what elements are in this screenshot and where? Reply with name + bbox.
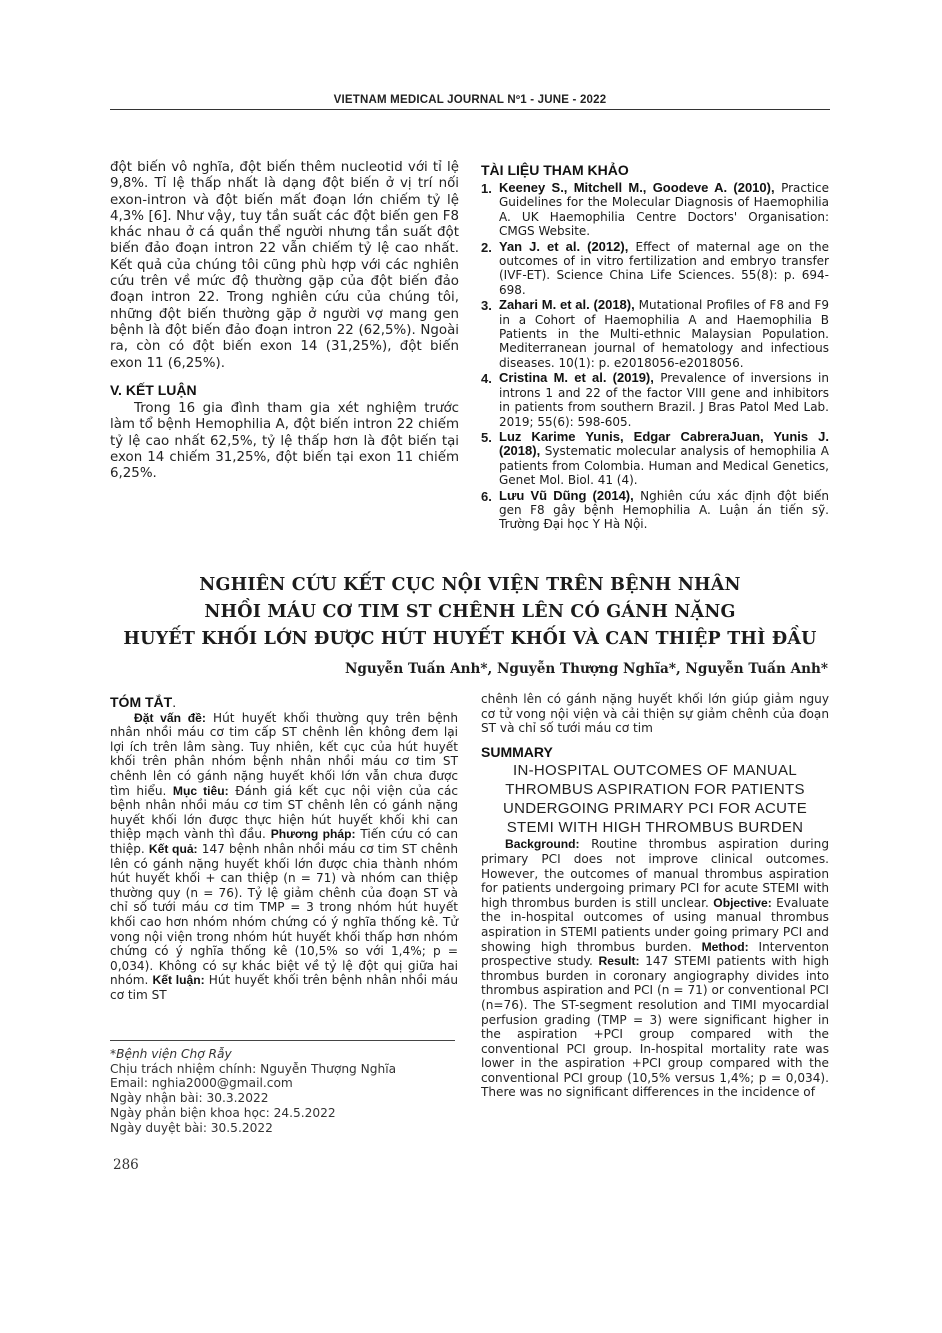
footnotes bbox=[110, 1047, 458, 1135]
journal-header: VIETNAM MEDICAL JOURNAL Nº1 - JUNE - 2022 bbox=[110, 94, 830, 110]
article-authors: Nguyễn Tuấn Anh*, Nguyễn Thượng Nghĩa*, Nguyễn Tuấn Anh* bbox=[344, 661, 828, 677]
references-heading: TÀI LIỆU THAM KHẢO bbox=[481, 162, 629, 178]
footnote-affiliation: *Bệnh viện Chợ Rẫy bbox=[110, 1047, 232, 1061]
abstract-label: Đặt vấn đề: bbox=[134, 710, 206, 725]
reference-number: 5. bbox=[481, 429, 492, 445]
article-title-line: HUYẾT KHỐI LỚN ĐƯỢC HÚT HUYẾT KHỐI VÀ CAN THIỆP THÌ ĐẦU bbox=[123, 629, 817, 649]
reference-text: Systematic molecular analysis of hemophilia A patients from Colombia. Human and Medical Genetics, Genet Mol. Biol. 41 (4). bbox=[499, 444, 829, 488]
reference-author: Keeney S., Mitchell M., Goodeve A. (2010), bbox=[499, 180, 775, 195]
footnote-received: Ngày nhận bài: 30.3.2022 bbox=[110, 1091, 269, 1106]
summary-title-line: IN-HOSPITAL OUTCOMES OF MANUAL bbox=[512, 762, 798, 780]
summary-label: Result: bbox=[598, 954, 640, 969]
footnote-responsible: Chịu trách nhiệm chính: Nguyễn Thượng Nghĩa bbox=[110, 1061, 397, 1076]
summary-title-line: STEMI WITH HIGH THROMBUS BURDEN bbox=[506, 819, 804, 837]
summary-heading: SUMMARY bbox=[481, 743, 553, 760]
reference-author: Yan J. et al. (2012), bbox=[499, 238, 629, 254]
article-title-line: NHỒI MÁU CƠ TIM ST CHÊNH LÊN CÓ GÁNH NẶNG bbox=[204, 602, 736, 622]
abstract-en-column bbox=[481, 692, 829, 1100]
summary-label: Objective: bbox=[713, 895, 772, 910]
abstract-heading: TÓM TẮT. bbox=[110, 694, 177, 710]
left-top-column bbox=[110, 160, 459, 483]
abstract-vi bbox=[110, 695, 458, 1002]
page-number: 286 bbox=[113, 1157, 139, 1173]
reference-text: Mutational Profiles of F8 and F9 in a Cohort of Haemophilia A and Haemophilia B Patients in the Multi-ethnic Malaysian Population. Mediterranean journal of hematology and infectious diseases. 10(1): p. e2018056-e2018056. bbox=[499, 298, 829, 370]
reference-author: Luz Karime Yunis, Edgar CabreraJuan, Yunis J. (2018), bbox=[499, 428, 829, 459]
reference-number: 1. bbox=[481, 181, 492, 196]
reference-number: 3. bbox=[481, 298, 492, 314]
reference-item bbox=[481, 181, 829, 239]
article-title bbox=[110, 572, 830, 653]
reference-text: Prevalence of inversions in introns 1 and 22 of the factor VIII gene and inhibitors in patients from southern Brazil. J Bras Patol Med Lab. 2019; 55(6): 598-605. bbox=[499, 371, 829, 429]
summary-body: Background: Routine thrombus aspiration during primary PCI does not improve clinical outcomes. However, the outcomes of manual thrombus aspiration for patients undergoing primary PCI for acute STEMI with high thrombus burden is still unclear. Objective: Evaluate the in-hospital outcomes of using manual thrombus aspiration in STEMI patients under going primary PCI and showing high thrombus burden. Method: Interventon prospective study. Result: 147 STEMI patients with high thrombus burden in coronary angiography divides into thrombus aspiration and PCI (n = 71) or conventional PCI (n=76). The ST-segment resolution and TIMI myocardial perfusion grading (TMP = 3) were significant higher in the aspiration +PCI group compared with the conventional PCI group. In-hospital mortality rate was lower in the aspiration +PCI group compared with the conventional PCI group (10,5% versus 1,4%; p = 0,034). There was no significant differences in the incidence of bbox=[481, 837, 830, 1100]
abstract-continuation: chênh lên có gánh nặng huyết khối lớn giúp giảm nguy cơ tử vong nội viện và cải thiện sự giảm chênh của đoạn ST và chỉ số tưới máu cơ tim bbox=[481, 692, 829, 736]
reference-author: Cristina M. et al. (2019), bbox=[499, 370, 654, 386]
reference-text: Practice Guidelines for the Molecular Diagnosis of Haemophilia A. UK Haemophilia Centre Doctors' Organisation: CMGS Website. bbox=[499, 181, 830, 239]
article-title-line: NGHIÊN CỨU KẾT CỤC NỘI VIỆN TRÊN BỆNH NHÂN bbox=[199, 575, 741, 595]
summary-title-line: THROMBUS ASPIRATION FOR PATIENTS bbox=[505, 781, 805, 799]
conclusion-paragraph: Trong 16 gia đình tham gia xét nghiệm trước làm tổ bệnh Hemophilia A, đột biến intron 22 chiếm tỷ lệ cao nhất 62,5%, tỷ lệ thấp hơn là đột biến tại exon 14 chiếm 31,25%, đột biến tại exon 11 chiếm 6,25%. bbox=[110, 401, 459, 482]
footnote-divider bbox=[110, 1040, 455, 1041]
reference-text: Effect of maternal age on the outcomes of in vitro fertilization and embryo transfer (IVF-ET). Science China Life Sciences. 55(8): p. 694-698. bbox=[499, 239, 829, 297]
footnote-reviewed: Ngày phản biện khoa học: 24.5.2022 bbox=[110, 1105, 336, 1120]
conclusion-heading: V. KẾT LUẬN bbox=[110, 381, 197, 398]
summary-title-line: UNDERGOING PRIMARY PCI FOR ACUTE bbox=[502, 800, 808, 818]
abstract-label: Phương pháp: bbox=[270, 827, 356, 842]
summary-label: Method: bbox=[701, 939, 749, 954]
abstract-body: Đặt vấn đề: Hút huyết khối thường quy trên bệnh nhân nhồi máu cơ tim cấp ST chênh lên không đem lại lợi ích trên lâm sàng. Tuy nhiên, kết cục của hút huyết khối trên phân nhóm bệnh nhân nhồi máu cơ tim ST chênh lên có gánh nặng huyết khối lớn vẫn chưa được tìm hiểu. Mục tiêu: Đánh giá kết cục nội viện của các bệnh nhân nhồi máu cơ tim ST chênh lên có gánh nặng huyết khối lớn được thực hiện hút huyết khối khi can thiệp mạch vành thì đầu. Phương pháp: Tiến cứu có can thiệp. Kết quả: 147 bệnh nhân nhồi máu cơ tim ST chênh lên có gánh nặng huyết khối lớn được chia thành nhóm hút huyết khối + can thiệp (n = 71) và nhóm can thiệp thường quy (n = 76). Tỷ lệ giảm chênh của đoạn ST và chỉ số tưới máu cơ tim TMP = 3 trong nhóm hút huyết khối cao hơn nhóm nhóm chứng có ý nghĩa thống kê. Tử vong nội viện trong nhóm hút huyết khối thấp hơn nhóm chứng có ý nghĩa thống kê (10,5% so với 1,4%; p = 0,034). Không có sự khác biệt về tỷ lệ đột quị giữa hai nhóm. Kết luận: Hút huyết khối trên bệnh nhân nhồi máu cơ tim ST bbox=[110, 710, 459, 1002]
reference-text: Nghiên cứu xác định đột biến gen F8 gây bệnh Hemophilia A. Luận án tiến sỹ. Trường Đại học Y Hà Nội. bbox=[499, 488, 829, 532]
reference-item bbox=[481, 371, 829, 429]
summary-label: Background: bbox=[505, 837, 580, 852]
abstract-label: Kết quả: bbox=[148, 841, 198, 856]
reference-item bbox=[481, 430, 829, 488]
reference-item bbox=[481, 240, 829, 298]
reference-number: 6. bbox=[481, 488, 492, 504]
footnote-approved: Ngày duyệt bài: 30.5.2022 bbox=[110, 1120, 273, 1135]
reference-author: Lưu Vũ Dũng (2014), bbox=[499, 487, 634, 503]
reference-number: 4. bbox=[481, 371, 492, 387]
abstract-label: Mục tiêu: bbox=[172, 783, 229, 798]
reference-number: 2. bbox=[481, 239, 492, 255]
reference-item bbox=[481, 489, 829, 532]
discussion-paragraph: đột biến vô nghĩa, đột biến thêm nucleotid với tỉ lệ 9,8%. Tỉ lệ thấp nhất là dạng đột biến ở vị trí nối exon-intron và đột biến mất đoạn lớn chiếm tỷ lệ 4,3% [6]. Như vậy, tuy tần suất các đột biến gen F8 khác nhau ở cá quần thể người nhưng tần suất đột biến đảo đoạn intron 22 vẫn chiếm tỷ lệ cao nhất. Kết quả của chúng tôi cũng phù hợp với các nghiên cứu trên về mức độ thường gặp của đột biến đảo đoạn intron 22. Trong nghiên cứu của chúng tôi, những đột biến thường gặp ở người vợ mang gen bệnh là đột biến đảo đoạn intron 22 (62,5%). Ngoài ra, còn có đột biến exon 14 (31,25%), đột biến exon 11 (6,25%). bbox=[110, 160, 459, 371]
abstract-label: Kết luận: bbox=[152, 973, 205, 988]
summary-title bbox=[481, 761, 829, 837]
reference-item bbox=[481, 298, 829, 370]
references-section bbox=[481, 162, 829, 533]
reference-author: Zahari M. et al. (2018), bbox=[499, 297, 635, 313]
footnote-email: Email: nghia2000@gmail.com bbox=[110, 1076, 293, 1091]
